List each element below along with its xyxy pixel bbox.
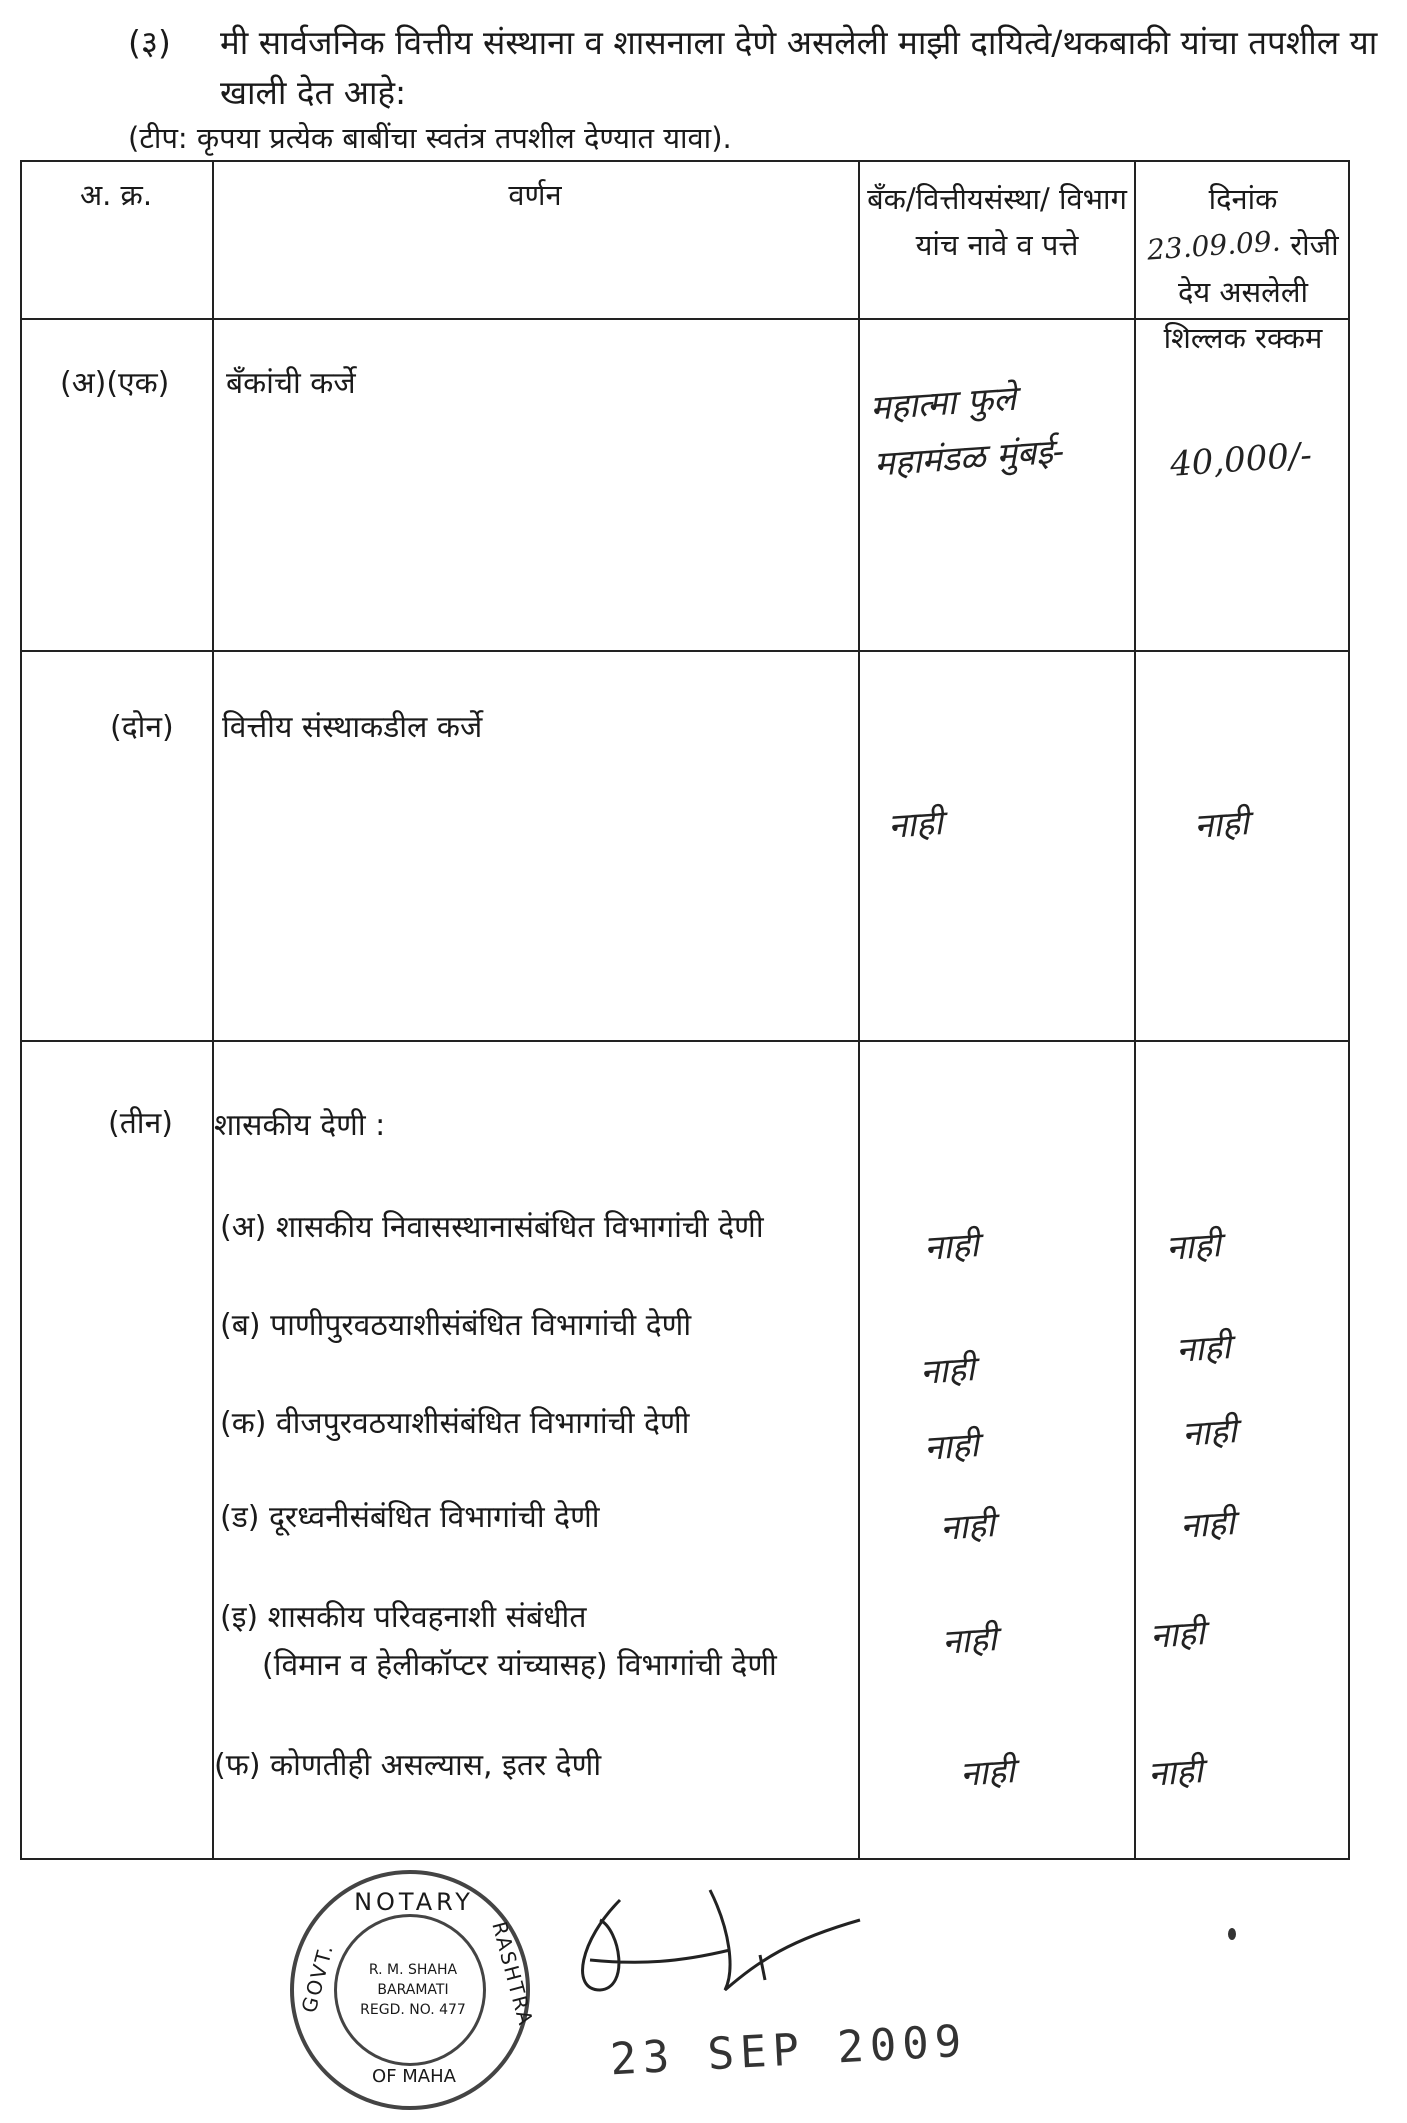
seal-right-text: RASHTRA: [486, 1918, 538, 2030]
subrow-label: (इ) शासकीय परिवहनाशी संबंधीत: [220, 1600, 587, 1635]
row-description: शासकीय देणी :: [214, 1108, 386, 1143]
signature: [560, 1870, 880, 2020]
subrow-label: (ड) दूरध्वनीसंबंधित विभागांची देणी: [220, 1500, 600, 1535]
row-description: वित्तीय संस्थाकडील कर्जे: [222, 710, 483, 745]
row-serial: (दोन): [110, 710, 174, 745]
row-bank-handwritten: नाही: [886, 803, 945, 847]
subrow-label-continued: (विमान व हेलीकॉप्टर यांच्यासह) विभागांची देणी: [262, 1648, 777, 1683]
subrow-label: (ब) पाणीपुरवठयाशीसंबंधित विभागांची देणी: [220, 1308, 692, 1343]
row-serial: (अ)(एक): [60, 366, 170, 401]
row-amount-handwritten: 40,000/-: [1168, 435, 1314, 485]
subrow-amount-handwritten: नाही: [1146, 1751, 1205, 1795]
seal-left-text: GOVT.: [296, 1940, 339, 2016]
row-divider: [20, 650, 1350, 652]
row-bank-handwritten: महात्मा फुले महामंडळ मुंबई-: [868, 378, 1066, 485]
header-amount-suffix: रोजी देय असलेली शिल्लक रक्कम: [1163, 228, 1339, 355]
column-divider: [1134, 160, 1136, 1860]
seal-name: R. M. SHAHA: [368, 1962, 458, 1978]
subrow-amount-handwritten: नाही: [1174, 1327, 1233, 1371]
row-serial: (तीन): [108, 1106, 173, 1141]
subrow-amount-handwritten: नाही: [1180, 1411, 1239, 1455]
subrow-amount-handwritten: नाही: [1164, 1225, 1223, 1269]
header-description: वर्णन: [508, 178, 562, 212]
column-divider: [212, 160, 214, 1860]
seal-top-text: NOTARY: [354, 1888, 474, 1916]
section-number: (३): [128, 23, 171, 62]
subrow-bank-handwritten: नाही: [922, 1225, 981, 1269]
ink-mark: [1228, 1928, 1236, 1940]
header-amount-prefix: दिनांक: [1208, 182, 1278, 216]
notary-seal: [290, 1870, 538, 2110]
subrow-bank-handwritten: नाही: [918, 1349, 977, 1393]
subrow-amount-handwritten: नाही: [1148, 1613, 1207, 1657]
seal-place: BARAMATI: [377, 1982, 449, 1998]
row-amount-handwritten: नाही: [1192, 803, 1251, 847]
seal-bottom-text: OF MAHA: [372, 2066, 456, 2087]
subrow-label: (क) वीजपुरवठयाशीसंबंधित विभागांची देणी: [220, 1406, 690, 1441]
subrow-bank-handwritten: नाही: [958, 1751, 1017, 1795]
subrow-amount-handwritten: नाही: [1178, 1503, 1237, 1547]
column-divider: [858, 160, 860, 1860]
subrow-label: (अ) शासकीय निवासस्थानासंबंधित विभागांची देणी: [220, 1210, 764, 1245]
section-heading-text: मी सार्वजनिक वित्तीय संस्थाना व शासनाला देणे असलेली माझी दायित्वे/थकबाकी यांचा तपशील या खाली देत आहे:: [220, 23, 1378, 112]
subrow-bank-handwritten: नाही: [938, 1505, 997, 1549]
subrow-bank-handwritten: नाही: [940, 1619, 999, 1663]
seal-inner-ring: [334, 1914, 486, 2066]
row-divider: [20, 1040, 1350, 1042]
note-text: (टीप: कृपया प्रत्येक बाबींचा स्वतंत्र तपशील देण्यात यावा).: [128, 121, 732, 155]
subrow-label: (फ) कोणतीही असल्यास, इतर देणी: [214, 1748, 602, 1783]
header-amount-date: 23.09.09.: [1146, 224, 1282, 267]
header-bank: बँक/वित्तीयसंस्था/ विभाग यांच नावे व पत्ते: [867, 182, 1127, 262]
subrow-bank-handwritten: नाही: [922, 1425, 981, 1469]
header-serial: अ. क्र.: [79, 178, 153, 212]
date-stamp: 23 SEP 2009: [608, 2015, 969, 2086]
row-description: बँकांची कर्जे: [226, 366, 356, 401]
header-amount: [1138, 176, 1348, 361]
seal-registration: REGD. NO. 477: [360, 2002, 466, 2018]
